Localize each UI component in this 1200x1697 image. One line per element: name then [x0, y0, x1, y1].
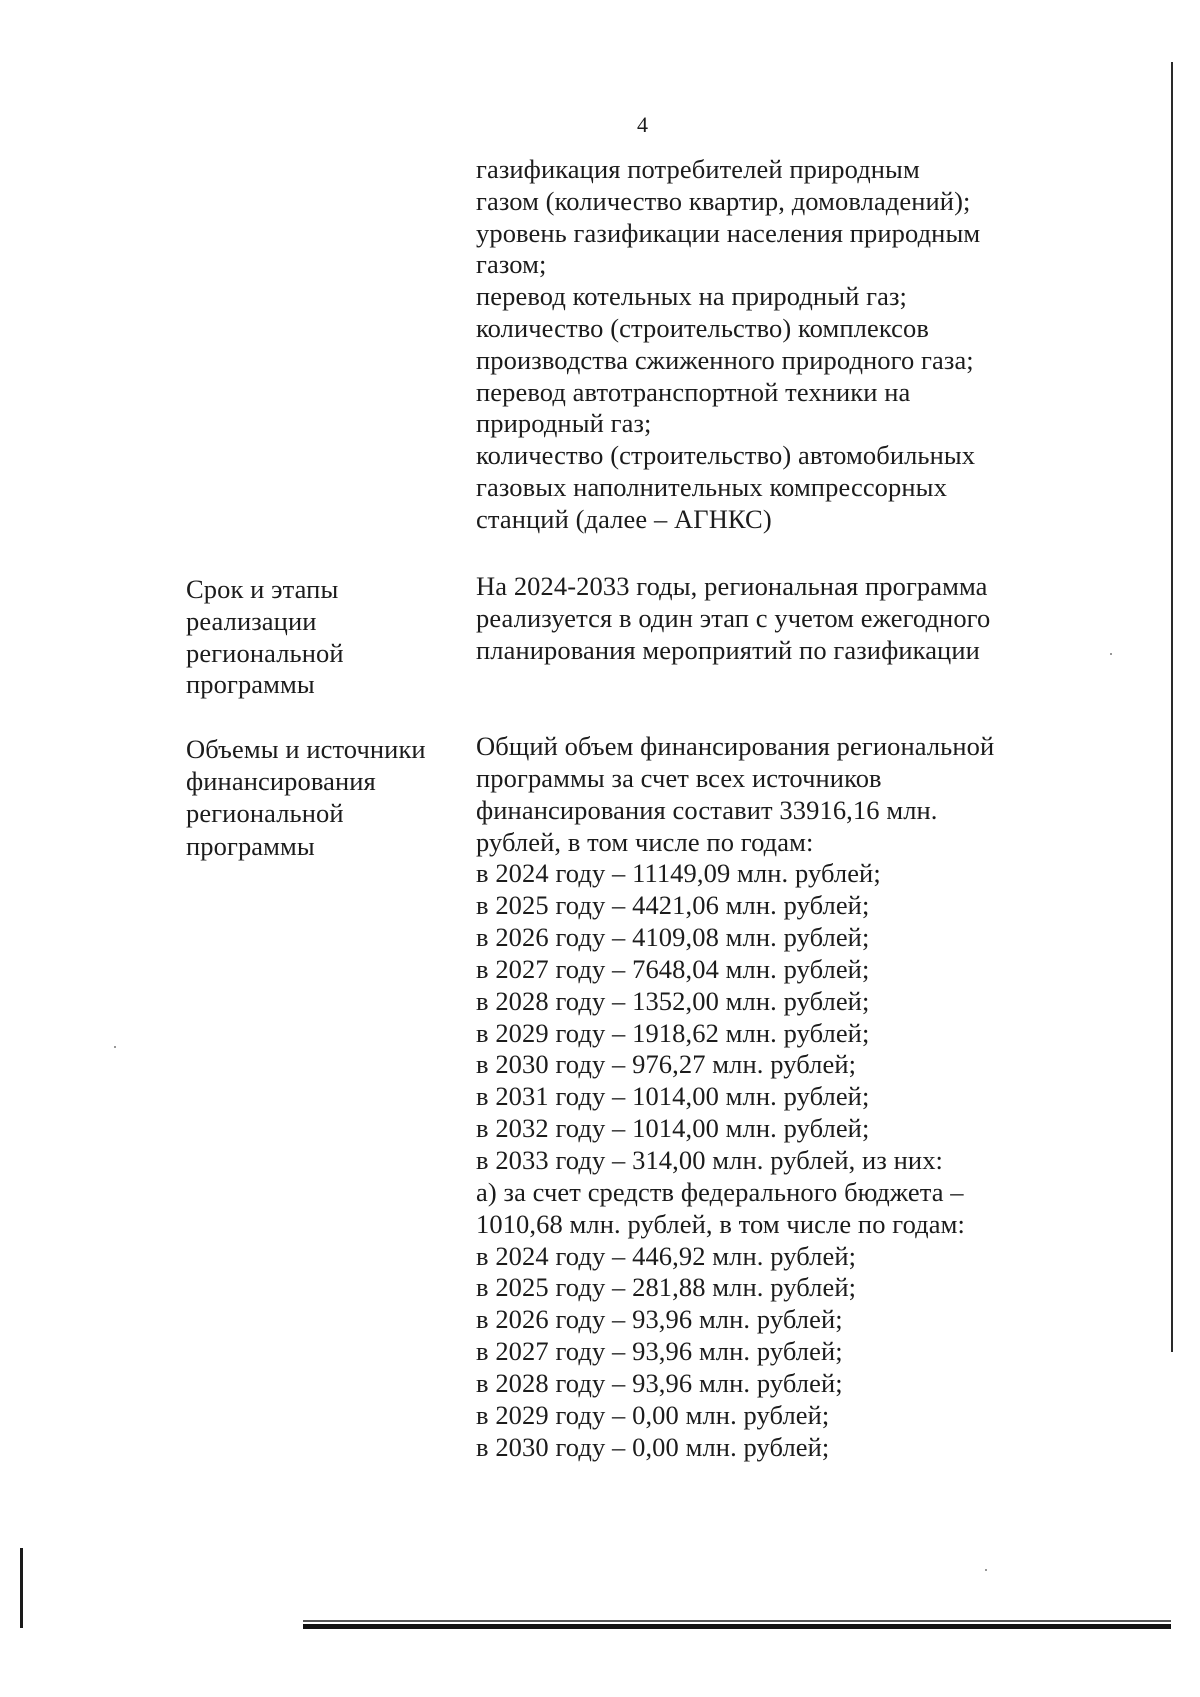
indicator-line: количество (строительство) комплексов — [476, 312, 929, 343]
page-number: 4 — [637, 112, 648, 137]
financing-value-line: а) за счет средств федерального бюджета – — [476, 1176, 964, 1207]
term-label-line: региональной — [186, 637, 344, 668]
term-label-line: Срок и этапы — [186, 574, 339, 604]
financing-label — [186, 733, 426, 862]
financing-value — [476, 731, 994, 1463]
financing-value-line: в 2024 году – 446,92 млн. рублей; — [476, 1240, 857, 1271]
indicator-line: природный газ; — [476, 408, 652, 439]
financing-value-line: Общий объем финансирования региональной — [476, 731, 995, 761]
indicator-line: перевод котельных на природный газ; — [476, 281, 907, 312]
scan-speck — [1110, 653, 1112, 655]
term-value-line: реализуется в один этап с учетом ежегодного — [476, 602, 991, 633]
financing-label-line: финансирования — [186, 766, 376, 797]
financing-value-line: в 2031 году – 1014,00 млн. рублей; — [476, 1081, 870, 1112]
financing-value-line: в 2030 году – 0,00 млн. рублей; — [476, 1431, 830, 1462]
financing-label-line: Объемы и источники — [186, 734, 426, 764]
scan-edge-line-left — [20, 1548, 23, 1628]
financing-value-line: в 2027 году – 93,96 млн. рублей; — [476, 1336, 843, 1367]
indicator-line: станций (далее – АГНКС) — [476, 503, 772, 534]
financing-value-line: в 2024 году – 11149,09 млн. рублей; — [476, 858, 881, 889]
financing-value-line: в 2030 году – 976,27 млн. рублей; — [476, 1049, 857, 1080]
financing-value-line: программы за счет всех источников — [476, 762, 882, 793]
target-indicators-list — [476, 154, 980, 536]
financing-value-line: в 2025 году – 4421,06 млн. рублей; — [476, 890, 870, 921]
indicator-line: производства сжиженного природного газа; — [476, 344, 974, 375]
financing-label-line: региональной — [186, 798, 344, 829]
scan-edge-line-bottom — [303, 1620, 1171, 1629]
financing-value-line: в 2026 году – 93,96 млн. рублей; — [476, 1304, 843, 1335]
term-label — [186, 574, 344, 701]
scan-speck — [985, 1569, 987, 1571]
indicator-line: газификация потребителей природным — [476, 154, 920, 184]
term-label-line: программы — [186, 669, 315, 700]
scan-speck — [114, 1046, 116, 1048]
term-label-line: реализации — [186, 605, 317, 636]
indicator-line: перевод автотранспортной техники на — [476, 376, 911, 407]
financing-value-line: в 2033 году – 314,00 млн. рублей, из них: — [476, 1144, 944, 1175]
term-value-line: планирования мероприятий по газификации — [476, 634, 980, 665]
financing-value-line: финансирования составит 33916,16 млн. — [476, 794, 938, 825]
term-value — [476, 571, 990, 666]
financing-value-line: в 2028 году – 1352,00 млн. рублей; — [476, 985, 870, 1016]
financing-value-line: в 2029 году – 1918,62 млн. рублей; — [476, 1017, 870, 1048]
indicator-line: уровень газификации населения природным — [476, 217, 981, 248]
financing-value-line: в 2025 году – 281,88 млн. рублей; — [476, 1272, 857, 1303]
indicator-line: количество (строительство) автомобильных — [476, 440, 976, 471]
term-value-line: На 2024-2033 годы, региональная программа — [476, 571, 988, 601]
financing-value-line: в 2027 году – 7648,04 млн. рублей; — [476, 953, 870, 984]
financing-value-line: рублей, в том числе по годам: — [476, 826, 814, 857]
financing-value-line: в 2032 году – 1014,00 млн. рублей; — [476, 1113, 870, 1144]
indicator-line: газовых наполнительных компрессорных — [476, 471, 947, 502]
indicator-line: газом; — [476, 249, 547, 280]
indicator-line: газом (количество квартир, домовладений); — [476, 185, 971, 216]
financing-value-line: в 2026 году – 4109,08 млн. рублей; — [476, 922, 870, 953]
financing-value-line: в 2029 году – 0,00 млн. рублей; — [476, 1399, 830, 1430]
scan-edge-line-right — [1171, 62, 1173, 1352]
financing-value-line: в 2028 году – 93,96 млн. рублей; — [476, 1367, 843, 1398]
financing-value-line: 1010,68 млн. рублей, в том числе по годам: — [476, 1208, 965, 1239]
financing-label-line: программы — [186, 830, 315, 861]
